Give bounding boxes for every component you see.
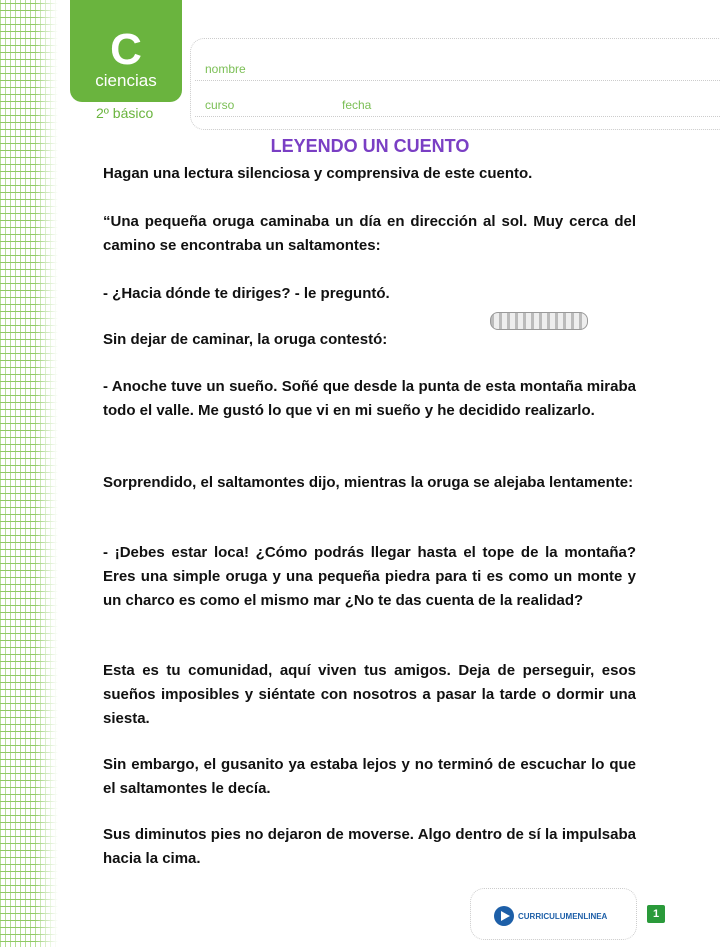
page-title: LEYENDO UN CUENTO xyxy=(270,136,470,156)
paragraph: Sin dejar de caminar, la oruga contestó: xyxy=(103,331,388,348)
name-line[interactable] xyxy=(195,80,720,81)
paragraph: - Anoche tuve un sueño. Soñé que desde la punta de esta montaña miraba todo el valle. Me gustó lo que vi en mi sueño y he decidido realizarlo. xyxy=(103,378,636,419)
course-date-line[interactable] xyxy=(195,116,720,117)
curriculumenlinea-logo xyxy=(494,906,607,926)
paragraph: Sus diminutos pies no dejaron de moverse. Algo dentro de sí la impulsaba hacia la cima. xyxy=(103,826,636,867)
subject-logo xyxy=(70,0,182,102)
course-label: curso xyxy=(205,98,235,112)
paragraph: “Una pequeña oruga caminaba un día en dirección al sol. Muy cerca del camino se encontraba un saltamontes: xyxy=(103,213,636,254)
date-label: fecha xyxy=(342,98,372,112)
paragraph: Hagan una lectura silenciosa y comprensiva de este cuento. xyxy=(103,165,533,182)
play-icon xyxy=(494,906,514,926)
caterpillar-image xyxy=(490,312,588,330)
paragraph: Sin embargo, el gusanito ya estaba lejos y no terminó de escuchar lo que el saltamontes le decía. xyxy=(103,756,636,797)
grade-label: 2º básico xyxy=(96,105,154,121)
name-label: nombre xyxy=(205,62,246,76)
paragraph: - ¿Hacia dónde te diriges? - le preguntó. xyxy=(103,285,390,302)
brand-name: CURRICULUMENLINEA xyxy=(518,911,608,921)
page-number: 1 xyxy=(647,905,665,923)
paragraph: - ¡Debes estar loca! ¿Cómo podrás llegar hasta el tope de la montaña? Eres una simple oruga y una pequeña piedra para ti es como un monte y un charco es como el mismo mar ¿No te das cuenta de la realidad? xyxy=(103,544,636,609)
subject-label: ciencias xyxy=(95,71,157,90)
logo-letter: C xyxy=(110,25,142,74)
paragraph: Sorprendido, el saltamontes dijo, mientras la oruga se alejaba lentamente: xyxy=(103,474,634,491)
paragraph: Esta es tu comunidad, aquí viven tus amigos. Deja de perseguir, esos sueños imposibles y siéntate con nosotros a pasar la tarde o dormir una siesta. xyxy=(103,662,636,727)
